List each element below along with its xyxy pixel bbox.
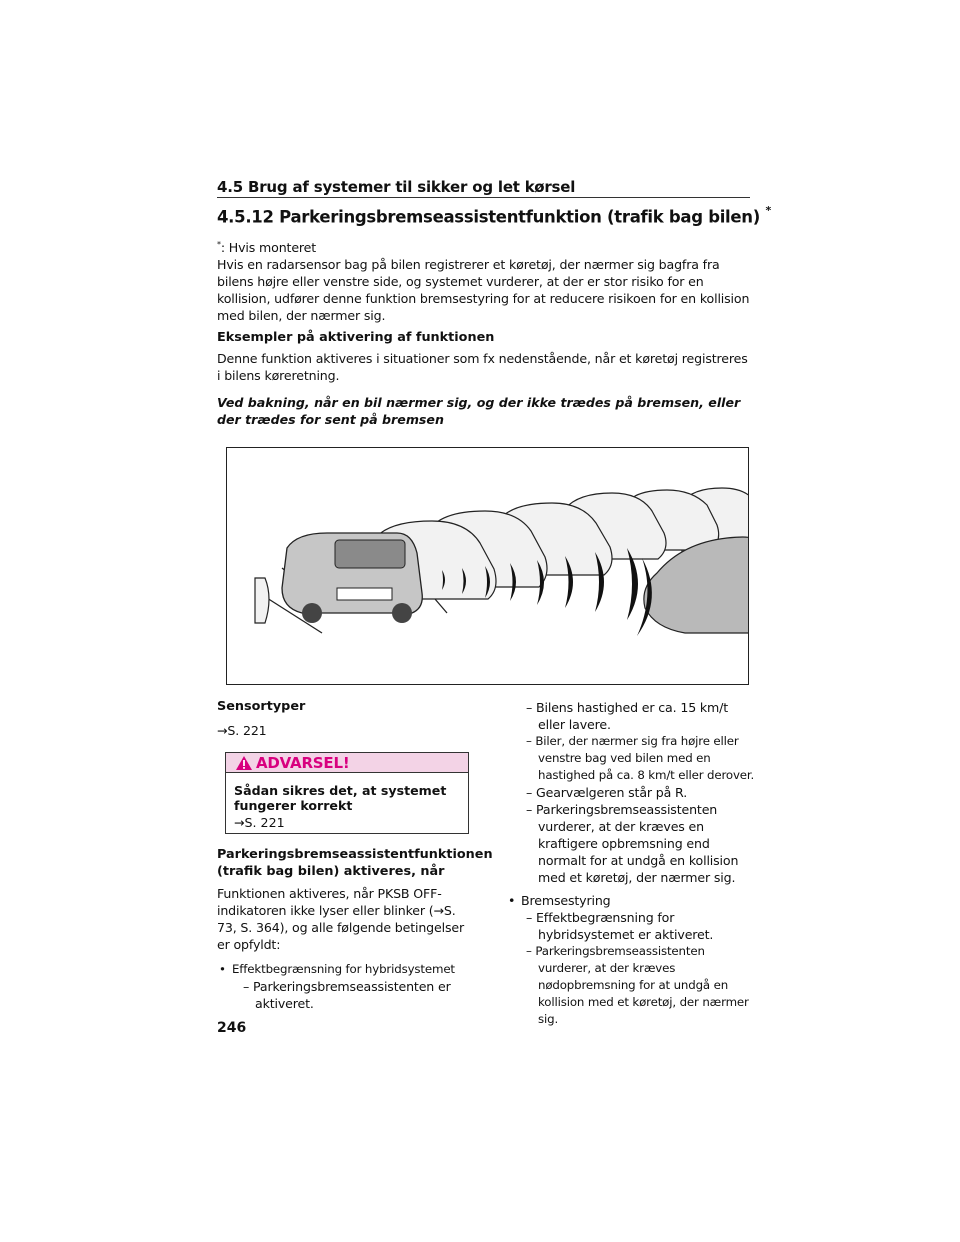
dash-item: – Bilens hastighed er ca. 15 km/t eller lavere. [526,700,729,732]
section-title-mark: * [765,204,771,217]
sensor-ref-link[interactable]: →S. 221 [217,723,267,738]
warning-box [225,752,469,834]
dash-item: – Effektbegrænsning for hybridsystemet er aktiveret. [526,910,714,942]
bullet-item: • Effektbegrænsning for hybridsystemet [217,961,472,978]
dash-item: – Gearvælgeren står på R. [526,785,688,800]
warning-triangle-icon [235,755,253,771]
activation-text: Funktionen aktiveres, når PKSB OFF-indikatoren ikke lyser eller blinker (→S. 73, S. 364), og alle følgende betingelser er opfyldt: [217,886,465,952]
warning-label: ADVARSEL! [256,754,350,772]
footnote-mark: * [217,240,221,249]
sensor-heading: Sensortyper [217,699,306,714]
section-title [217,206,771,227]
chapter-heading: 4.5 Brug af systemer til sikker og let kørsel [217,178,576,196]
right-column [506,699,756,1028]
section-title-text: 4.5.12 Parkeringsbremseassistentfunktion (trafik bag bilen) [217,207,760,227]
warning-ref-link[interactable]: →S. 221 [234,815,285,830]
warning-bar [226,753,468,773]
dash-item: – Parkeringsbremseassistenten er aktiveret. [243,979,451,1011]
dash-item: – Biler, der nærmer sig fra højre eller venstre bag ved bilen med en hastighed på ca. 8 km/t eller derover. [526,734,755,782]
page-number: 246 [217,1020,247,1036]
examples-heading: Eksempler på aktivering af funktionen [217,330,495,345]
illustration-svg [227,448,749,685]
dash-item: – Parkeringsbremseassistenten vurderer, at der kræves en kraftigere opbremsning end normalt for at undgå en kollision med et køretøj, der nærmer sig. [526,802,739,885]
bullet-item: • Bremsestyring [506,892,756,909]
intro-paragraph: Hvis en radarsensor bag på bilen registrerer et køretøj, der nærmer sig bagfra fra bilens højre eller venstre side, og systemet vurderer, at der er stor risiko for en kollision, udfører denne funktion bremsestyring for at reducere risikoen for en kollision med bilen, der nærmer sig. [217,257,750,323]
examples-text: Denne funktion aktiveres i situationer som fx nedenstående, når et køretøj registreres i bilens køreretning. [217,351,748,383]
footnote-text: : Hvis monteret [220,240,317,256]
scenario-heading: Ved bakning, når en bil nærmer sig, og der ikke trædes på bremsen, eller der trædes for sent på bremsen [217,395,741,427]
activation-section [217,885,472,1012]
warning-title: Sådan sikres det, at systemet fungerer korrekt [234,783,447,813]
chapter-divider [217,197,750,198]
activation-heading: Parkeringsbremseassistentfunktionen (trafik bag bilen) aktiveres, når [217,847,493,879]
footnote [217,236,750,256]
rear-traffic-illustration [226,447,749,685]
dash-item: – Parkeringsbremseassistenten vurderer, at der kræves nødopbremsning for at undgå en kollision med et køretøj, der nærmer sig. [526,944,749,1026]
